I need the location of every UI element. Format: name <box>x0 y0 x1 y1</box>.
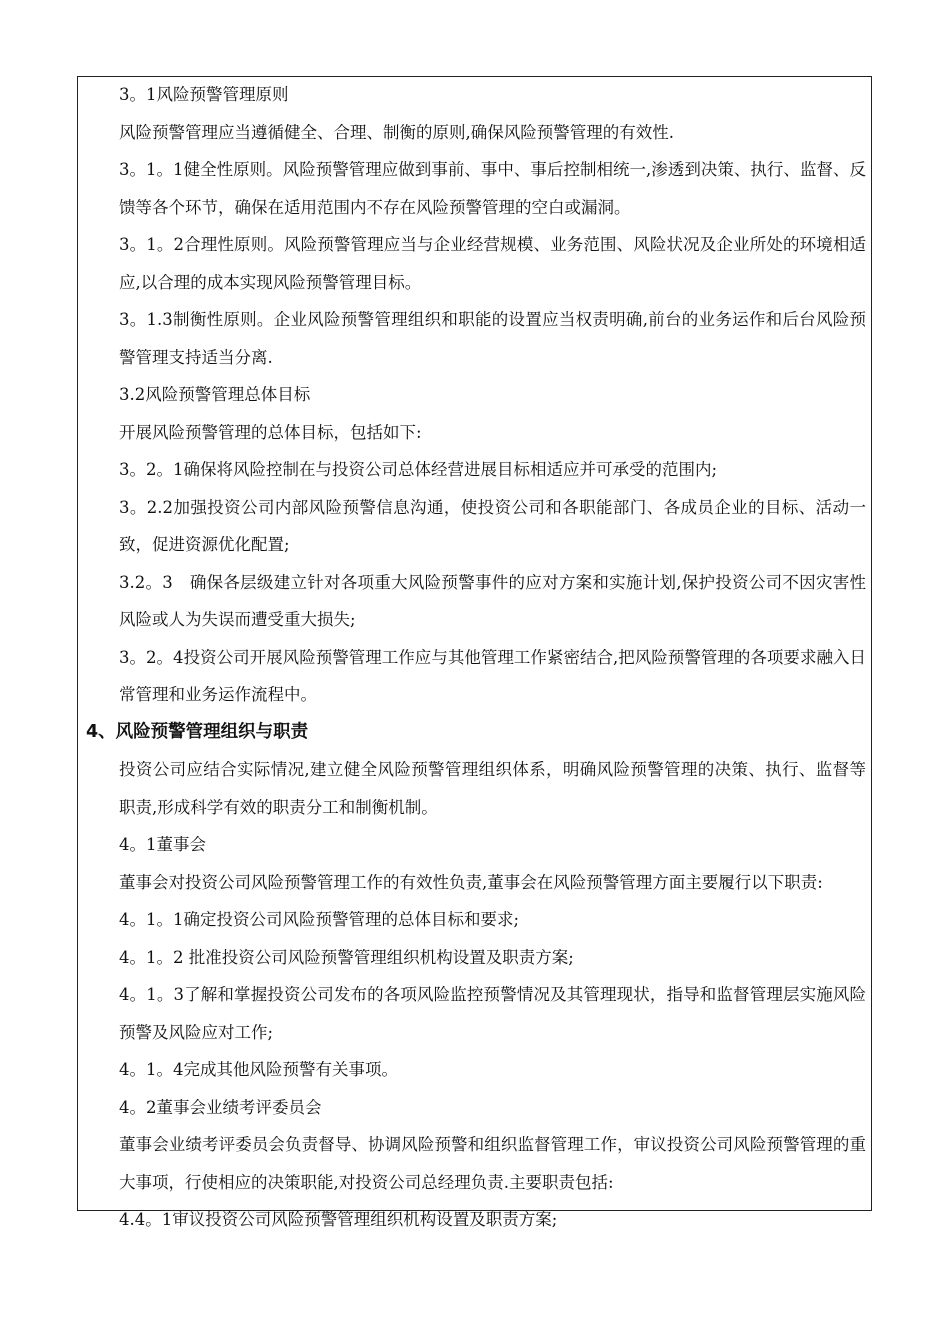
paragraph: 董事会业绩考评委员会负责督导、协调风险预警和组织监督管理工作，审议投资公司风险预警管理的重大事项，行使相应的决策职能,对投资公司总经理负责.主要职责包括: <box>119 1135 866 1192</box>
paragraph: 4。1。2 批准投资公司风险预警管理组织机构设置及职责方案; <box>119 947 574 967</box>
section-4-1-title: 4。1董事会 <box>119 835 206 854</box>
paragraph: 3。1.3制衡性原则。企业风险预警管理组织和职能的设置应当权责明确,前台的业务运作和后台风险预警管理支持适当分离. <box>119 310 866 367</box>
paragraph: 3。2。1确保将风险控制在与投资公司总体经营进展目标相适应并可承受的范围内; <box>119 460 718 479</box>
paragraph: 3。1。1健全性原则。风险预警管理应做到事前、事中、事后控制相统一,渗透到决策、执行、监督、反馈等各个环节，确保在适用范围内不存在风险预警管理的空白或漏洞。 <box>119 160 866 217</box>
paragraph: 4。1。3了解和掌握投资公司发布的各项风险监控预警情况及其管理现状，指导和监督管理层实施风险预警及风险应对工作; <box>119 985 866 1042</box>
section-3-1-title: 3。1风险预警管理原则 <box>119 85 289 104</box>
paragraph: 投资公司应结合实际情况,建立健全风险预警管理组织体系，明确风险预警管理的决策、执行、监督等职责,形成科学有效的职责分工和制衡机制。 <box>119 760 866 817</box>
document-body <box>86 76 866 1239</box>
paragraph: 3。2。4投资公司开展风险预警管理工作应与其他管理工作紧密结合,把风险预警管理的各项要求融入日常管理和业务运作流程中。 <box>119 647 866 704</box>
section-3-2-title: 3.2风险预警管理总体目标 <box>119 385 311 404</box>
paragraph: 风险预警管理应当遵循健全、合理、制衡的原则,确保风险预警管理的有效性. <box>119 122 674 142</box>
paragraph: 4。1。1确定投资公司风险预警管理的总体目标和要求; <box>119 910 520 929</box>
paragraph: 3。1。2合理性原则。风险预警管理应当与企业经营规模、业务范围、风险状况及企业所处的环境相适应,以合理的成本实现风险预警管理目标。 <box>119 235 866 292</box>
paragraph: 开展风险预警管理的总体目标，包括如下: <box>119 422 422 442</box>
paragraph: 3.2。3 确保各层级建立针对各项重大风险预警事件的应对方案和实施计划,保护投资公司不因灾害性风险或人为失误而遭受重大损失; <box>119 572 866 629</box>
section-4-heading: 4、风险预警管理组织与职责 <box>86 721 309 742</box>
paragraph: 3。2.2加强投资公司内部风险预警信息沟通，使投资公司和各职能部门、各成员企业的目标、活动一致，促进资源优化配置; <box>119 497 866 554</box>
section-4-2-title: 4。2董事会业绩考评委员会 <box>119 1097 322 1117</box>
paragraph: 4.4。1审议投资公司风险预警管理组织机构设置及职责方案; <box>119 1210 558 1229</box>
paragraph: 4。1。4完成其他风险预警有关事项。 <box>119 1060 398 1079</box>
paragraph: 董事会对投资公司风险预警管理工作的有效性负责,董事会在风险预警管理方面主要履行以下职责: <box>119 872 823 892</box>
